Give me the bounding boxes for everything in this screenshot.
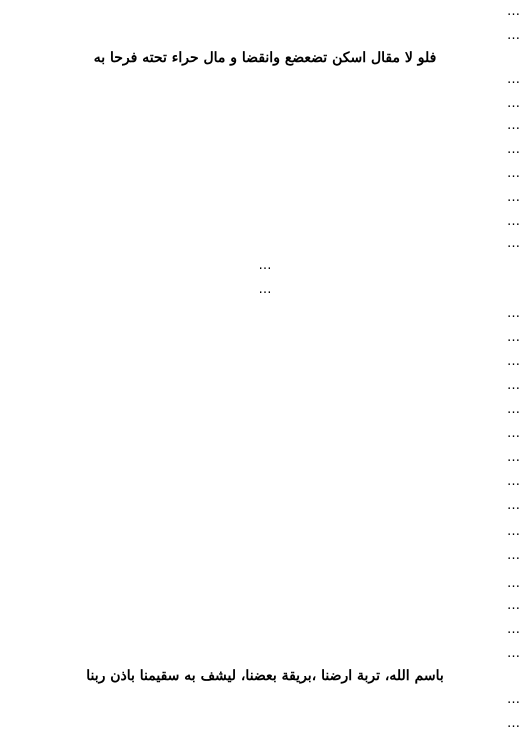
text-line: … xyxy=(507,716,520,731)
text-line: … xyxy=(507,548,520,563)
text-line: … xyxy=(507,524,520,539)
text-line: … xyxy=(258,282,272,297)
text-line: … xyxy=(507,142,520,157)
text-line: … xyxy=(507,692,520,707)
text-line: … xyxy=(507,72,520,87)
text-line: … xyxy=(507,402,520,417)
text-line: … xyxy=(507,450,520,465)
text-line: … xyxy=(507,354,520,369)
text-line: … xyxy=(507,474,520,489)
text-line: … xyxy=(507,28,520,43)
text-line: … xyxy=(507,118,520,133)
text-line: … xyxy=(507,166,520,181)
text-line: … xyxy=(507,4,520,19)
text-line: … xyxy=(507,598,520,613)
text-line: … xyxy=(507,306,520,321)
text-line: … xyxy=(507,236,520,251)
text-line: … xyxy=(507,214,520,229)
text-line: … xyxy=(258,258,272,273)
text-line: … xyxy=(507,378,520,393)
text-line: … xyxy=(507,622,520,637)
text-line: … xyxy=(507,96,520,111)
text-line: فلو لا مقال اسكن تضعضع وانقضا و مال حراء تحته فرحا به xyxy=(93,50,437,66)
text-line: … xyxy=(507,190,520,205)
text-line: … xyxy=(507,576,520,591)
text-line: … xyxy=(507,498,520,513)
text-line: … xyxy=(507,646,520,661)
text-line: … xyxy=(507,330,520,345)
text-line: … xyxy=(507,426,520,441)
text-line: باسم الله، تربة ارضنا ،بريقة بعضنا، ليشف به سقيمنا باذن ربنا xyxy=(86,668,444,684)
